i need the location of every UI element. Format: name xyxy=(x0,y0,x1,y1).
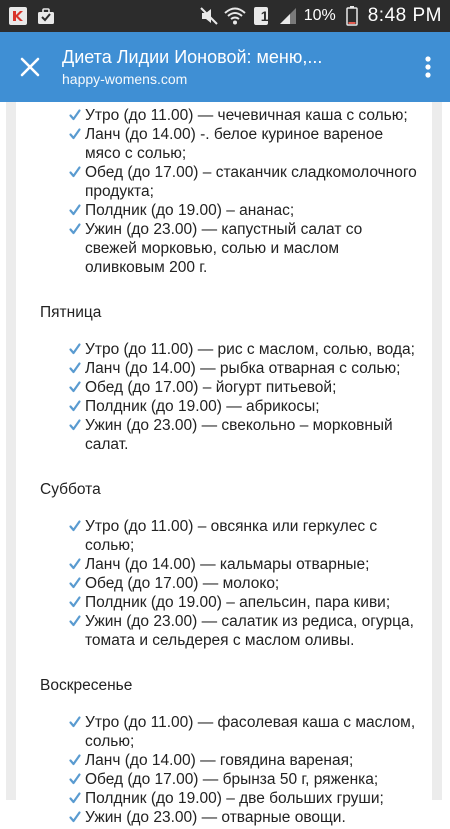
list-item: Утро (до 11.00) – овсянка или геркулес с солью; xyxy=(16,517,426,555)
day-heading-sunday: Воскресенье xyxy=(40,677,133,694)
checkmark-icon xyxy=(69,380,81,394)
checkmark-icon xyxy=(69,557,81,571)
app-bar xyxy=(0,32,450,102)
more-vertical-icon xyxy=(425,56,431,78)
page-url: happy-womens.com xyxy=(62,71,188,87)
saturday-list xyxy=(16,517,426,650)
list-item: Полдник (до 19.00) – две больших груши; xyxy=(16,789,426,808)
day-heading-friday: Пятница xyxy=(40,304,102,321)
app-notification-icon xyxy=(8,6,28,26)
signal-icon xyxy=(278,6,298,26)
checkmark-icon xyxy=(69,399,81,413)
list-item: Обед (до 17.00) — молоко; xyxy=(16,574,426,593)
battery-percent: 10% xyxy=(303,7,336,24)
checkmark-icon xyxy=(69,576,81,590)
list-item: Утро (до 11.00) — чечевичная каша с солью; xyxy=(16,106,426,125)
close-icon xyxy=(19,56,41,78)
checkmark-icon xyxy=(69,772,81,786)
checkmark-icon xyxy=(69,127,81,141)
checkmark-icon xyxy=(69,361,81,375)
checkmark-icon xyxy=(69,519,81,533)
checkmark-icon xyxy=(69,108,81,122)
wifi-icon xyxy=(225,6,245,26)
article-view[interactable] xyxy=(0,102,450,826)
list-item: Полдник (до 19.00) – ананас; xyxy=(16,201,426,220)
friday-list xyxy=(16,340,426,454)
day-heading-saturday: Суббота xyxy=(40,481,101,498)
sim-label: 1 xyxy=(260,8,269,24)
checkmark-icon xyxy=(69,203,81,217)
list-item: Обед (до 17.00) – стаканчик сладкомолочного продукта; xyxy=(16,163,426,201)
list-item: Ужин (до 23.00) — капустный салат со свежей морковью, солью и маслом оливковым 200 г. xyxy=(16,220,426,277)
checkmark-icon xyxy=(69,165,81,179)
checkmark-icon xyxy=(69,595,81,609)
list-item: Обед (до 17.00) – йогурт питьевой; xyxy=(16,378,426,397)
sunday-list xyxy=(16,713,426,827)
list-item: Ужин (до 23.00) — отварные овощи. xyxy=(16,808,426,827)
list-item: Утро (до 11.00) — фасолевая каша с маслом, солью; xyxy=(16,713,426,751)
list-item: Ужин (до 23.00) — свекольно – морковный салат. xyxy=(16,416,426,454)
list-item: Утро (до 11.00) — рис с маслом, солью, вода; xyxy=(16,340,426,359)
checkmark-icon xyxy=(69,753,81,767)
list-item: Полдник (до 19.00) – апельсин, пара киви; xyxy=(16,593,426,612)
checkmark-icon xyxy=(69,418,81,432)
page-margin-right xyxy=(432,102,442,800)
mute-icon xyxy=(199,6,219,26)
page-margin-left xyxy=(6,102,16,800)
page-title: Диета Лидии Ионовой: меню,... xyxy=(62,47,323,67)
thursday-list xyxy=(16,106,426,277)
close-button[interactable] xyxy=(0,32,60,102)
article-body xyxy=(16,102,426,827)
status-bar xyxy=(0,0,450,32)
battery-icon xyxy=(342,6,362,26)
list-item: Ланч (до 14.00) — рыбка отварная с солью; xyxy=(16,359,426,378)
checkmark-icon xyxy=(69,715,81,729)
list-item: Обед (до 17.00) — брынза 50 г, ряженка; xyxy=(16,770,426,789)
checkmark-icon xyxy=(69,810,81,824)
list-item: Ужин (до 23.00) — салатик из редиса, огурца, томата и сельдерея с маслом оливы. xyxy=(16,612,426,650)
list-item: Полдник (до 19.00) — абрикосы; xyxy=(16,397,426,416)
checkmark-icon xyxy=(69,791,81,805)
checkmark-icon xyxy=(69,222,81,236)
list-item: Ланч (до 14.00) -. белое куриное вареное мясо с солью; xyxy=(16,125,426,163)
title-block xyxy=(60,45,406,89)
briefcase-icon xyxy=(36,6,56,26)
list-item: Ланч (до 14.00) — кальмары отварные; xyxy=(16,555,426,574)
checkmark-icon xyxy=(69,342,81,356)
list-item: Ланч (до 14.00) — говядина вареная; xyxy=(16,751,426,770)
checkmark-icon xyxy=(69,614,81,628)
overflow-menu-button[interactable] xyxy=(406,32,450,102)
clock: 8:48 PM xyxy=(367,5,442,26)
